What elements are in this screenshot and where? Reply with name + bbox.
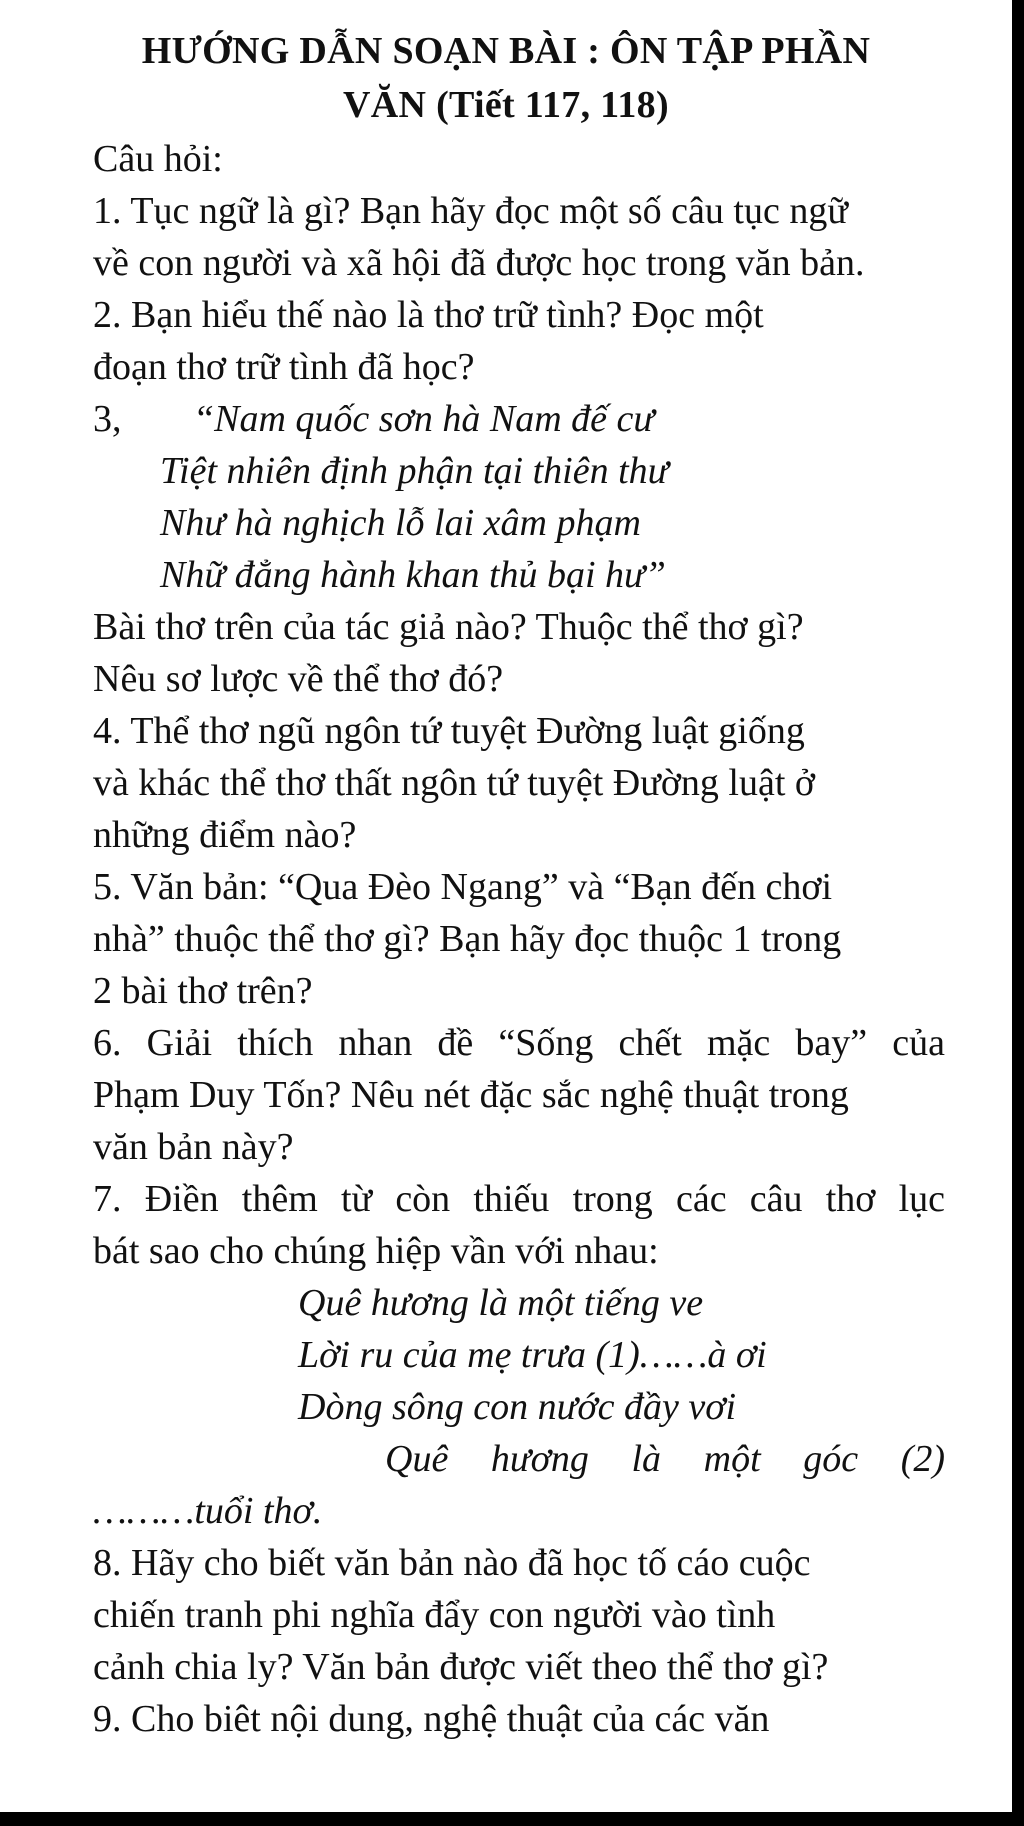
question-5-line-3: 2 bài thơ trên? [93,970,313,1012]
question-1-line-2: về con người và xã hội đã được học trong văn bản. [93,242,865,284]
question-2-line-1: 2. Bạn hiểu thế nào là thơ trữ tình? Đọc một [93,294,764,336]
question-3-number: 3, [93,398,122,440]
question-3-poem-line-2: Tiệt nhiên định phận tại thiên thư [160,450,669,492]
question-9-line-1: 9. Cho biêt nội dung, nghệ thuật của các văn [93,1698,770,1740]
question-7-poem-line-2: Lời ru của mẹ trưa (1)……à ơi [298,1334,767,1376]
question-8-line-3: cảnh chia ly? Văn bản được viết theo thể thơ gì? [93,1646,829,1688]
question-4-line-1: 4. Thể thơ ngũ ngôn tứ tuyệt Đường luật giống [93,710,805,752]
question-5-line-1: 5. Văn bản: “Qua Đèo Ngang” và “Bạn đến chơi [93,866,833,908]
question-3-line-1: Bài thơ trên của tác giả nào? Thuộc thể thơ gì? [93,606,804,648]
question-3-poem-line-4: Nhữ đẳng hành khan thủ bại hư” [160,554,666,596]
document-title-line-2: VĂN (Tiết 117, 118) [343,84,669,126]
question-4-line-3: những điểm nào? [93,814,357,856]
question-7-line-1: 7. Điền thêm từ còn thiếu trong các câu thơ lục [93,1178,945,1220]
question-5-line-2: nhà” thuộc thể thơ gì? Bạn hãy đọc thuộc 1 trong [93,918,842,960]
question-3-line-2: Nêu sơ lược về thể thơ đó? [93,658,504,700]
question-3-poem-line-1: “Nam quốc sơn hà Nam đế cư [193,398,655,440]
question-7-line-2: bát sao cho chúng hiệp vần với nhau: [93,1230,659,1272]
question-7-poem-line-4: Quê hương là một góc (2) [385,1438,945,1480]
question-2-line-2: đoạn thơ trữ tình đã học? [93,346,475,388]
document-title-line-1: HƯỚNG DẪN SOẠN BÀI : ÔN TẬP PHẦN [141,30,871,72]
question-6-line-1: 6. Giải thích nhan đề “Sống chết mặc bay” của [93,1022,945,1064]
question-1-line-1: 1. Tục ngữ là gì? Bạn hãy đọc một số câu tục ngữ [93,190,848,232]
question-7-poem-line-5: ………tuổi thơ. [93,1490,323,1532]
question-8-line-1: 8. Hãy cho biết văn bản nào đã học tố cáo cuộc [93,1542,811,1584]
question-3-poem-line-3: Như hà nghịch lỗ lai xâm phạm [160,502,641,544]
questions-heading: Câu hỏi: [93,138,223,180]
question-6-line-3: văn bản này? [93,1126,294,1168]
question-8-line-2: chiến tranh phi nghĩa đẩy con người vào tình [93,1594,776,1636]
question-4-line-2: và khác thể thơ thất ngôn tứ tuyệt Đường luật ở [93,762,815,804]
question-7-poem-line-1: Quê hương là một tiếng ve [298,1282,704,1324]
question-6-line-2: Phạm Duy Tốn? Nêu nét đặc sắc nghệ thuật trong [93,1074,849,1116]
question-7-poem-line-3: Dòng sông con nước đầy vơi [298,1386,737,1428]
